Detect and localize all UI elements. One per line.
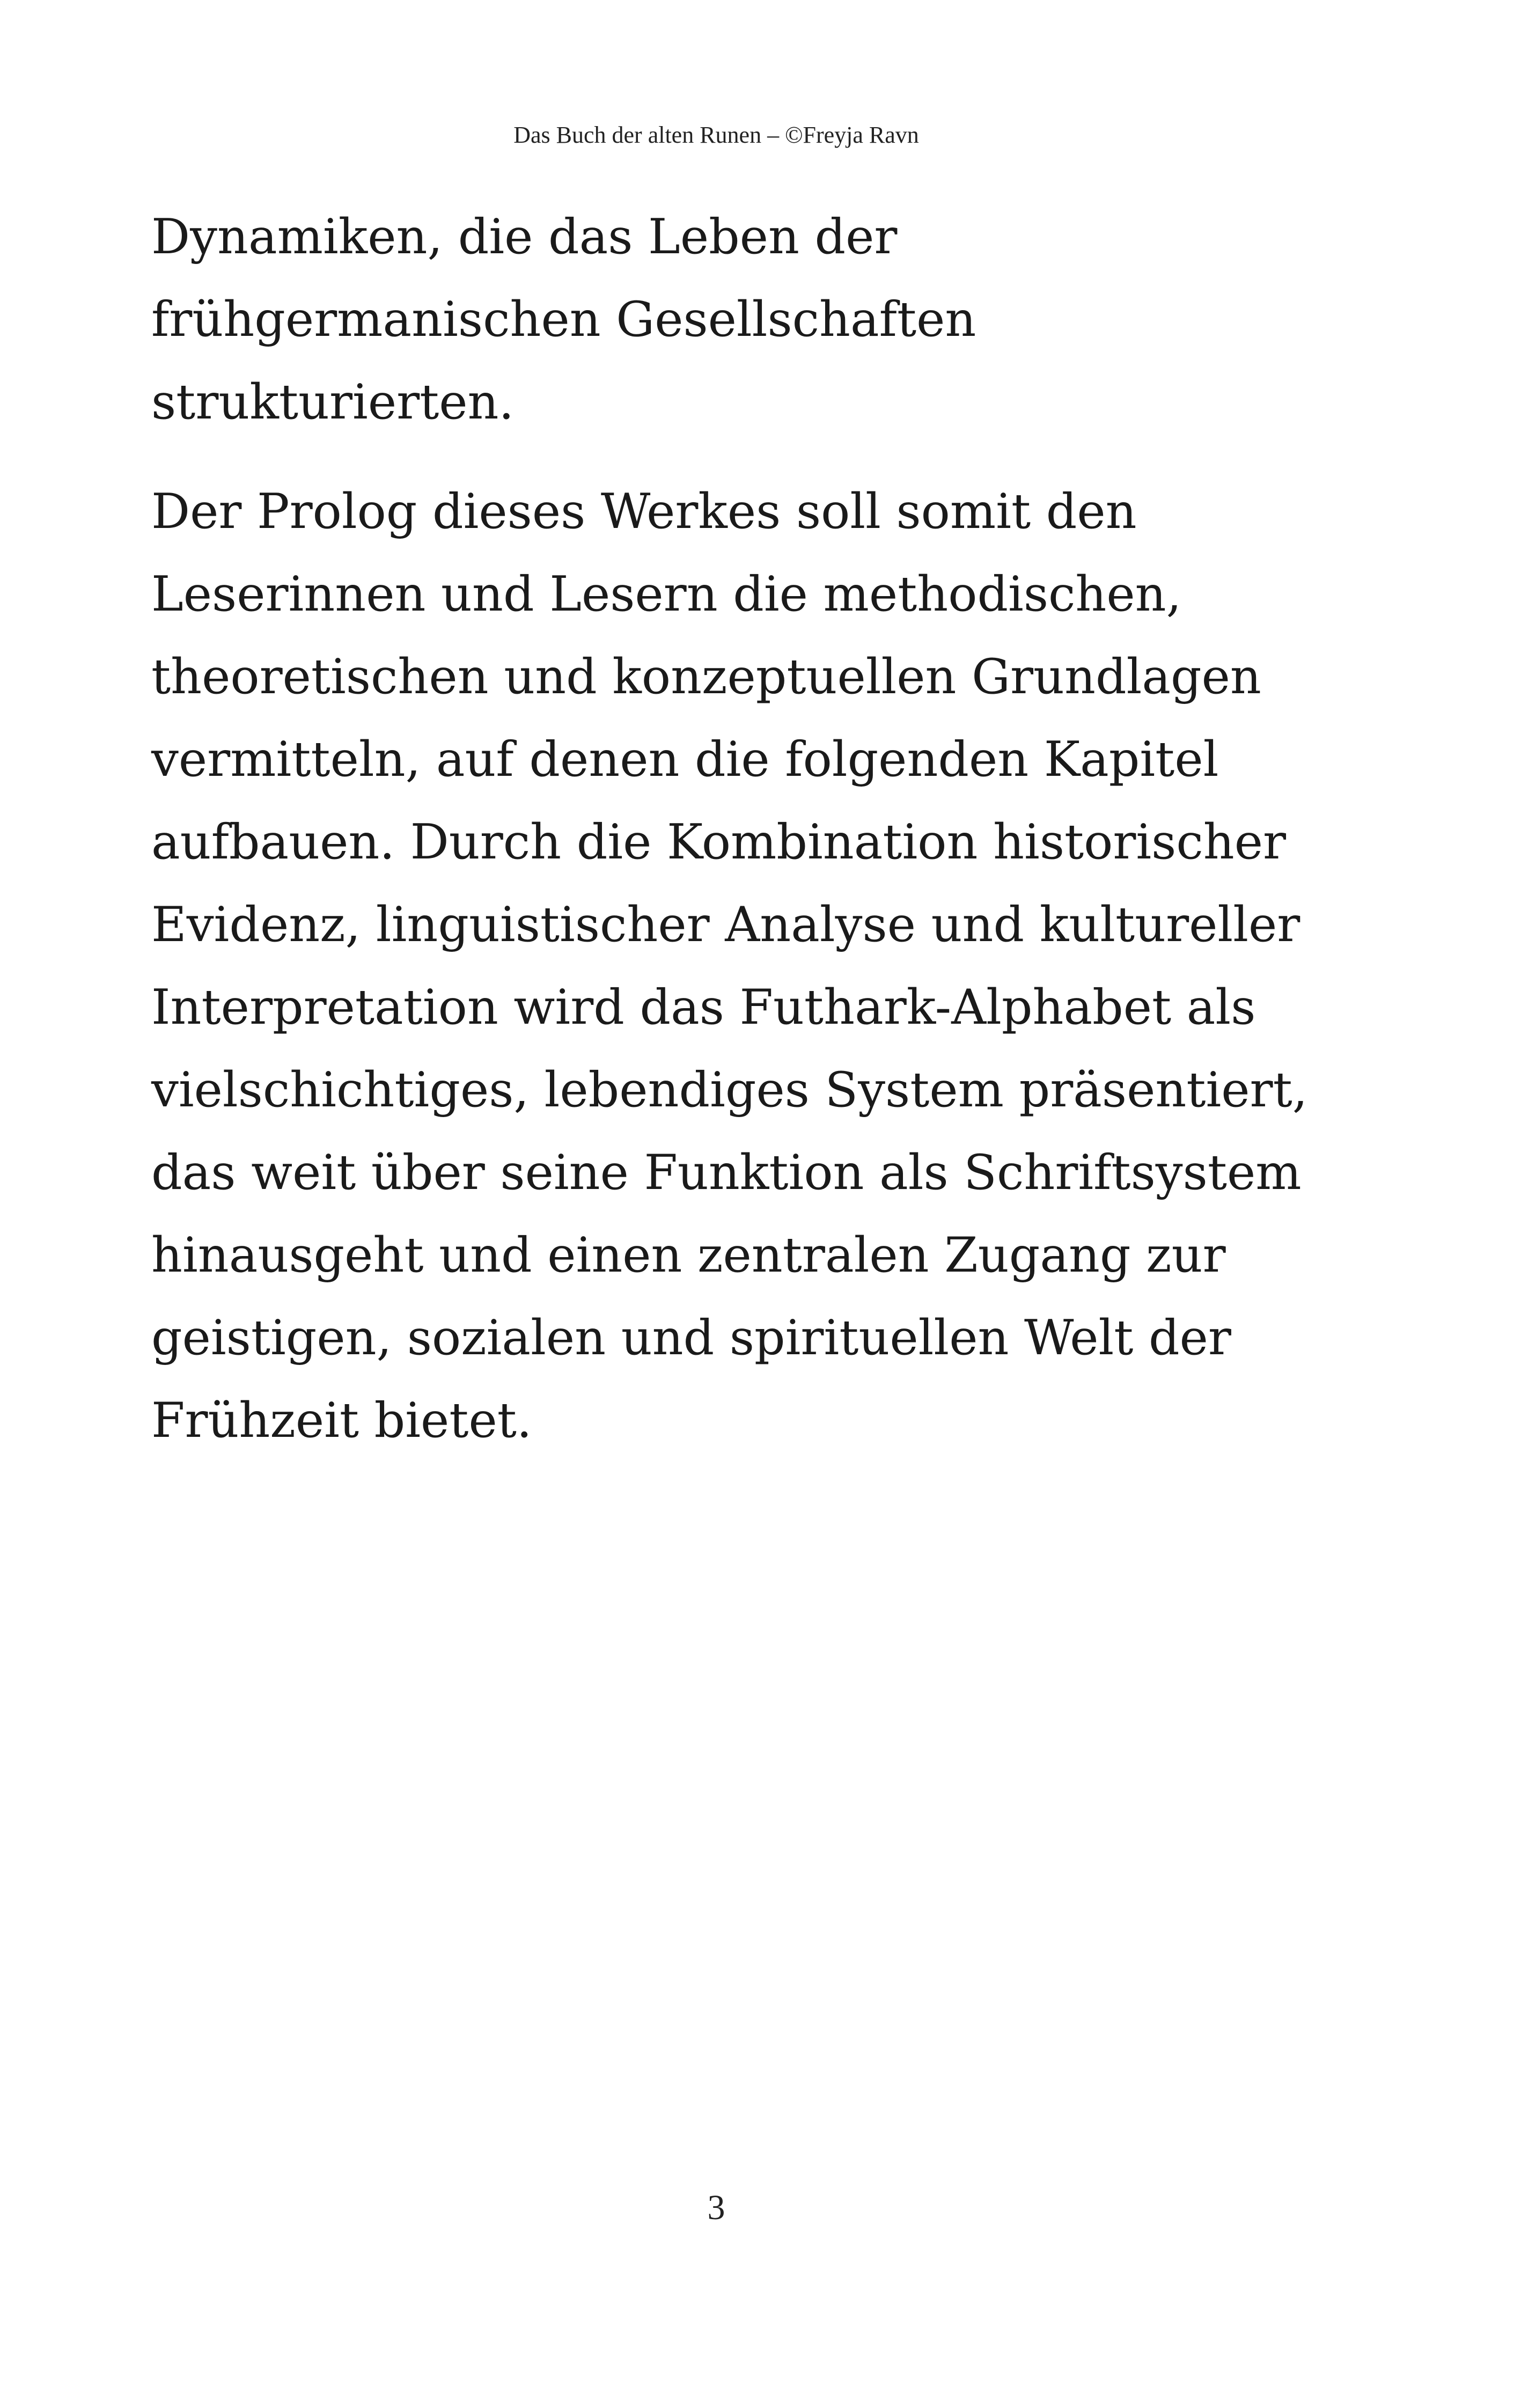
text-line: strukturierten. [151,374,515,430]
text-line: Der Prolog dieses Werkes soll somit den [151,483,1137,540]
paragraph-1 [151,196,1396,444]
text-line: vielschichtiges, lebendiges System präsentiert, [151,1062,1308,1118]
body-text [151,196,1396,1462]
text-line: geistigen, sozialen und spirituellen Welt der [151,1310,1231,1366]
page-number: 3 [707,2188,725,2227]
text-line: frühgermanischen Gesellschaften [151,291,976,348]
text-line: theoretischen und konzeptuellen Grundlagen [151,649,1261,705]
running-header: Das Buch der alten Runen – ©Freyja Ravn [513,122,919,148]
text-line: Dynamiken, die das Leben der [151,209,898,265]
text-line: Interpretation wird das Futhark-Alphabet als [151,979,1256,1036]
text-line: Leserinnen und Lesern die methodischen, [151,566,1182,622]
text-line: das weit über seine Funktion als Schriftsystem [151,1144,1302,1201]
text-line: vermitteln, auf denen die folgenden Kapitel [151,731,1219,788]
paragraph-2 [151,471,1396,1462]
text-line: Evidenz, linguistischer Analyse und kultureller [151,897,1300,953]
text-line: hinausgeht und einen zentralen Zugang zur [151,1227,1226,1283]
text-line: Frühzeit bietet. [151,1392,532,1449]
text-line: aufbauen. Durch die Kombination historischer [151,814,1286,870]
